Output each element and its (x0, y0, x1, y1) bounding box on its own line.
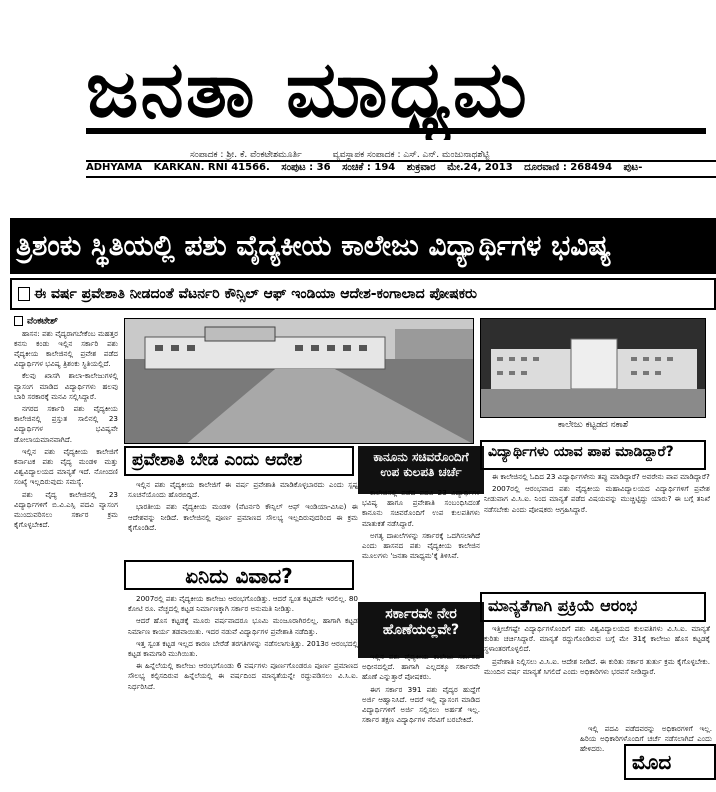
college-site-photo (124, 318, 474, 444)
paragraph: ಹಾಸನ: ಪಶು ವೈದ್ಯರಾಗಬೇಕೆಂಬ ಮಹತ್ತರ ಕನಸು ಕಂಡು ಇಲ್ಲಿನ ಸರ್ಕಾರಿ ಪಶು ವೈದ್ಯಕೀಯ ಕಾಲೇಜಿನಲ್ಲಿ ಪ್ರವೇಶ ಪಡೆದ ವಿದ್ಯಾರ್ಥಿಗಳ ಭವಿಷ್ಯ ತ್ರಿಶಂಕು ಸ್ಥಿತಿಯಲ್ಲಿದೆ. (14, 328, 118, 369)
paragraph: 2007ರಲ್ಲಿ ಆರಂಭವಾದ ಪಶು ವೈದ್ಯಕೀಯ ಮಹಾವಿದ್ಯಾಲಯದ ವಿದ್ಯಾರ್ಥಿಗಳಿಗೆ ಪ್ರವೇಶ ನೀಡುವಾಗ ವಿ.ಸಿ.ಐ. ನಿಂದ ಮಾನ್ಯತೆ ಪಡೆದ ವಿಷಯವನ್ನು ಮುಚ್ಚಿಟ್ಟಿದ್ದು ಯಾರು? ಈ ಬಗ್ಗೆ ತನಿಖೆ ನಡೆಸಬೇಕು ಎಂದು ಪೋಷಕರು ಆಗ್ರಹಿಸಿದ್ದಾರೆ. (484, 484, 710, 514)
admission-order-body (128, 480, 358, 558)
paragraph: ಭಾರತೀಯ ಪಶು ವೈದ್ಯಕೀಯ ಮಂಡಳಿ (ವೆಟರ್ನರಿ ಕೌನ್ಸಿಲ್ ಆಫ್ ಇಂಡಿಯಾ-ವಿಸಿಐ) ಈ ಆದೇಶವನ್ನು ನೀಡಿದೆ. ಕಾಲೇಜಿನಲ್ಲಿ ಪೂರ್ಣ ಪ್ರಮಾಣದ ಸೌಲಭ್ಯ ಇಲ್ಲದಿರುವುದರಿಂದ ಈ ಕ್ರಮ ಕೈಗೊಂಡಿದೆ. (128, 502, 358, 532)
date: ಮೇ.24, 2013 (447, 162, 513, 173)
construction-site-image (125, 319, 474, 444)
section-heading-admission-order: ಪ್ರವೇಶಾತಿ ಬೇಡ ಎಂದು ಆದೇಶ (124, 446, 354, 476)
photo-caption: ಕಾಲೇಜು ಕಟ್ಟಡದ ನಕಾಶೆ (557, 420, 629, 430)
paragraph: ಆದರೆ ಹೊಸ ಕಟ್ಟಡಕ್ಕೆ ಮೂರು ವರ್ಷವಾದರೂ ಭೂಮಿ ಮಂಜೂರಾಗಿರಲಿಲ್ಲ. ಹಾಗಾಗಿ ಕಟ್ಟಡ ನಿರ್ಮಾಣ ಕಾರ್ಯ ತಡವಾಯಿತು. ಇದರ ನಡುವೆ ವಿದ್ಯಾರ್ಥಿಗಳ ಪ್ರವೇಶಾತಿ ನಡೆದಿತ್ತು. (128, 616, 358, 636)
law-minister-body (362, 488, 480, 598)
lead-headline: ತ್ರಿಶಂಕು ಸ್ಥಿತಿಯಲ್ಲಿ ಪಶು ವೈದ್ಯಕೀಯ ಕಾಲೇಜು ವಿದ್ಯಾರ್ಥಿಗಳ ಭವಿಷ್ಯ (10, 218, 716, 274)
rni-number: KARKAN. RNI 41566. (153, 162, 270, 173)
paragraph: ಇತ್ತೀಚೆಗಷ್ಟೇ ವಿದ್ಯಾರ್ಥಿಗಳೊಂದಿಗೆ ಪಶು ವಿಶ್ವವಿದ್ಯಾಲಯದ ಕುಲಪತಿಗಳು ವಿ.ಸಿ.ಐ. ಮಾನ್ಯತೆ ಕುರಿತು ಚರ್ಚಿಸಿದ್ದಾರೆ. ಮಾನ್ಯತೆ ರದ್ದುಗೊಂಡಿರುವ ಬಗ್ಗೆ ಮೇ 31ಕ್ಕೆ ಕಾಲೇಜು ಹೊಸ ಕಟ್ಟಡಕ್ಕೆ ಸ್ಥಳಾಂತರಗೊಳ್ಳಲಿದೆ. (484, 624, 710, 654)
dateline-rule-bottom (86, 176, 716, 178)
paragraph: ಕೆಲವು ಖಾಸಗಿ ಶಾಲಾ-ಕಾಲೇಜುಗಳಲ್ಲಿ ವ್ಯಾಸಂಗ ಮಾಡಿದ ವಿದ್ಯಾರ್ಥಿಗಳು ಹಲವು ಬಾರಿ ಸರಕಾರಕ್ಕೆ ಮನವಿ ಸಲ್ಲಿಸಿದ್ದಾರೆ. (14, 371, 118, 401)
paragraph: ಅಗತ್ಯ ದಾಖಲೆಗಳನ್ನು ಸರ್ಕಾರಕ್ಕೆ ಒದಗಿಸಲಾಗಿದೆ ಎಂದು ಹಾಸನದ ಪಶು ವೈದ್ಯಕೀಯ ಕಾಲೇಜಿನ ಮೂಲಗಳು 'ಜನತಾ ಮಾಧ್ಯಮ'ಕ್ಕೆ ತಿಳಿಸಿವೆ. (362, 530, 480, 561)
bullet-box-icon (18, 287, 30, 301)
manager-credit: ವ್ಯವಸ್ಥಾಪಕ ಸಂಪಾದಕ : ಎಸ್. ಎನ್. ಮಂಜುನಾಥಶೆಟ್ಟಿ (332, 150, 490, 160)
right-heading-recognition-process: ಮಾನ್ಯತೆಗಾಗಿ ಪ್ರಕ್ರಿಯೆ ಆರಂಭ (480, 592, 706, 622)
controversy-body (128, 594, 358, 792)
weekday: ಶುಕ್ರವಾರ (406, 162, 436, 173)
paragraph: ಇಲ್ಲಿನ ಪಶು ವೈದ್ಯಕೀಯ ಕಾಲೇಜಿಗೆ ಕರ್ನಾಟಕ ಪಶು ವೈದ್ಯ ಮಂಡಳಿ ಮತ್ತು ವಿಶ್ವವಿದ್ಯಾಲಯದ ಮಾನ್ಯತೆ ಇದೆ. ನೋಂದಣಿ ಸಂಖ್ಯೆ ಇಲ್ಲದಿರುವುದು ಸಮಸ್ಯೆ. (14, 446, 118, 487)
paragraph: ಈ ಕಾಲೇಜಿನಲ್ಲಿ ಓದಿದ 23 ವಿದ್ಯಾರ್ಥಿಗಳೇನು ತಪ್ಪು ಮಾಡಿದ್ದಾರೆ? ಅವರೇನು ಪಾಪ ಮಾಡಿದ್ದಾರೆ? (492, 472, 710, 481)
side-heading-govt-responsible: ಸರ್ಕಾರವೇ ನೇರ ಹೊಣೆಯಲ್ಲವೇ? (358, 602, 484, 658)
volume: ಸಂಪುಟ : 36 (281, 162, 331, 173)
building-model-photo (480, 318, 706, 418)
govt-responsible-body (362, 652, 480, 792)
lead-story-body (14, 329, 118, 531)
sub-headline-text: ಈ ವರ್ಷ ಪ್ರವೇಶಾತಿ ನೀಡದಂತೆ ವೆಟರ್ನರಿ ಕೌನ್ಸಿಲ್ ಆಫ್ ಇಂಡಿಯಾ ಆದೇಶ-ಕಂಗಾಲಾದ ಪೋಷಕರು (34, 286, 477, 302)
dateline (86, 162, 716, 173)
building-model-image (481, 319, 706, 418)
teaser-headline: ಮೊದ (624, 744, 716, 780)
recognition-process-body (484, 624, 710, 724)
byline-box-icon (14, 316, 23, 326)
paragraph: ಈಗ ಸರ್ಕಾರ 391 ಪಶು ವೈದ್ಯರ ಹುದ್ದೆಗೆ ಅರ್ಜಿ ಆಹ್ವಾನಿಸಿದೆ. ಆದರೆ ಇಲ್ಲಿ ವ್ಯಾಸಂಗ ಮಾಡಿದ ವಿದ್ಯಾರ್ಥಿಗಳಿಗೆ ಅರ್ಜಿ ಸಲ್ಲಿಸಲು ಅರ್ಹತೆ ಇಲ್ಲ. ಸರ್ಕಾರ ತಕ್ಷಣ ವಿದ್ಯಾರ್ಥಿಗಳ ನೆರವಿಗೆ ಬರಬೇಕಿದೆ. (362, 684, 480, 725)
issue: ಸಂಚಿಕೆ : 194 (342, 162, 396, 173)
side-heading-law-minister: ಕಾನೂನು ಸಚಿವರೊಂದಿಗೆ ಉಪ ಕುಲಪತಿ ಚರ್ಚೆ (358, 446, 484, 494)
page-number: ಪುಟ- (623, 162, 643, 173)
paper-name: ADHYAMA (86, 162, 143, 173)
editor-credit: ಸಂಪಾದಕ : ಶ್ರೀ. ಕೆ. ವೆಂಕಟೇಶಮೂರ್ತಿ (190, 150, 302, 160)
sub-headline (10, 278, 716, 310)
phone: ದೂರವಾಣಿ : 268494 (524, 162, 613, 173)
section-heading-controversy: ಏನಿದು ವಿವಾದ? (124, 560, 354, 590)
paragraph: ಇಲ್ಲಿ ಪದವಿ ಪಡೆದವರನ್ನು ಅಧಿಕಾರಗಳಿಗೆ ಇಲ್ಲ. ಹಿರಿಯ ಅಧಿಕಾರಿಗಳೊಂದಿಗೆ ಚರ್ಚೆ ನಡೆಸಲಾಗಿದೆ ಎಂದು ಹೇಳಿದರು. (580, 724, 712, 754)
editor-line (190, 150, 710, 160)
students-sin-body (484, 472, 710, 588)
paragraph: ಕಾಲೇಜಿನಲ್ಲಿ ಪಡೆದ ಪದವಿ 23 ವಿದ್ಯಾರ್ಥಿಗಳ ಭವಿಷ್ಯ ಹಾಗೂ ಪ್ರವೇಶಾತಿ ಸಂಬಂಧಿಸಿದಂತೆ ಕಾನೂನು ಸಚಿವರೊಂದಿಗೆ ಉಪ ಕುಲಪತಿಗಳು ಮಾತುಕತೆ ನಡೆಸಿದ್ದಾರೆ. (362, 488, 480, 528)
byline (14, 316, 118, 327)
paragraph: ಪ್ರವೇಶಾತಿ ನಿಲ್ಲಿಸಲು ವಿ.ಸಿ.ಐ. ಆದೇಶ ನೀಡಿದೆ. ಈ ಕುರಿತು ಸರ್ಕಾರ ತುರ್ತು ಕ್ರಮ ಕೈಗೊಳ್ಳಬೇಕು. ಮುಂದಿನ ವರ್ಷ ಮಾನ್ಯತೆ ಸಿಗಲಿದೆ ಎಂದು ಅಧಿಕಾರಿಗಳು ಭರವಸೆ ನೀಡಿದ್ದಾರೆ. (484, 656, 710, 676)
masthead (86, 40, 706, 140)
paragraph: ಇತ್ತ ಸ್ವಂತ ಕಟ್ಟಡ ಇಲ್ಲದ ಕಾರಣ ಬೇರೆಡೆ ತರಗತಿಗಳನ್ನು ನಡೆಸಲಾಗುತ್ತಿತ್ತು. 2013ರ ಆರಂಭದಲ್ಲಿ ಕಟ್ಟಡ ಕಾಮಗಾರಿ ಮುಗಿಯಿತು. (128, 638, 358, 659)
paragraph: ನಗರದ ಸರ್ಕಾರಿ ಪಶು ವೈದ್ಯಕೀಯ ಕಾಲೇಜಿನಲ್ಲಿ ಪ್ರಸ್ತುತ ಸಾಲಿನಲ್ಲಿ 23 ವಿದ್ಯಾರ್ಥಿಗಳ ಭವಿಷ್ಯವೇ ಡೋಲಾಯಮಾನವಾಗಿದೆ. (14, 403, 118, 444)
paragraph: ಈ ಹಿನ್ನೆಲೆಯಲ್ಲಿ ಕಾಲೇಜು ಆರಂಭಗೊಂಡು 6 ವರ್ಷಗಳು ಪೂರ್ಣಗೊಂಡರೂ ಪೂರ್ಣ ಪ್ರಮಾಣದ ಸೌಲಭ್ಯ ಕಲ್ಪಿಸದಿರುವ ಹಿನ್ನೆಲೆಯಲ್ಲಿ ಈ ವರ್ಷದಿಂದ ಮಾನ್ಯತೆಯನ್ನೇ ರದ್ದುಪಡಿಸಲು ವಿ.ಸಿ.ಐ. ನಿರ್ಧರಿಸಿದೆ. (128, 661, 358, 691)
lead-story-column (10, 314, 122, 792)
byline-text: ವೆಂಕಟೇಶ್ (27, 316, 58, 327)
paragraph: ಇಲ್ಲಿನ ಪಶು ವೈದ್ಯಕೀಯ ಕಾಲೇಜಿಗೆ ಈ ವರ್ಷ ಪ್ರವೇಶಾತಿ ಮಾಡಿಕೊಳ್ಳಬಾರದು ಎಂದು ಸ್ಪಷ್ಟ ಸೂಚನೆಯೊಂದು ಹೊರಬಿದ್ದಿದೆ. (128, 480, 358, 500)
paragraph: ಇಲ್ಲಿನ ಪಶು ವೈದ್ಯಕೀಯ ಕಾಲೇಜು ಸರ್ಕಾರದ ಅಧೀನದಲ್ಲಿದೆ. ಹಾಗಾಗಿ ಎಲ್ಲದಕ್ಕೂ ಸರ್ಕಾರವೇ ಹೊಣೆ ಎನ್ನುತ್ತಾರೆ ಪೋಷಕರು. (362, 652, 480, 682)
paragraph: 2007ರಲ್ಲಿ ಪಶು ವೈದ್ಯಕೀಯ ಕಾಲೇಜು ಆರಂಭಗೊಂಡಿತ್ತು. ಆದರೆ ಸ್ವಂತ ಕಟ್ಟಡವೇ ಇರಲಿಲ್ಲ. 80 ಕೋಟಿ ರೂ. ವೆಚ್ಚದಲ್ಲಿ ಕಟ್ಟಡ ನಿರ್ಮಾಣಕ್ಕಾಗಿ ಸರ್ಕಾರ ಅನುಮತಿ ನೀಡಿತ್ತು. (128, 594, 358, 614)
paragraph: ಪಶು ವೈದ್ಯ ಕಾಲೇಜಿನಲ್ಲಿ 23 ವಿದ್ಯಾರ್ಥಿಗಳಿಗೆ ಬಿ.ವಿ.ಎಸ್ಸಿ ಪದವಿ ವ್ಯಾಸಂಗ ಮುಂದುವರಿಸಲು ಸರ್ಕಾರ ಕ್ರಮ ಕೈಗೊಳ್ಳಬೇಕಿದೆ. (14, 489, 118, 530)
right-heading-students-sin: ವಿದ್ಯಾರ್ಥಿಗಳು ಯಾವ ಪಾಪ ಮಾಡಿದ್ದಾರೆ? (480, 440, 706, 470)
newspaper-title: ಜನತಾ ಮಾಧ್ಯಮ (86, 45, 529, 135)
